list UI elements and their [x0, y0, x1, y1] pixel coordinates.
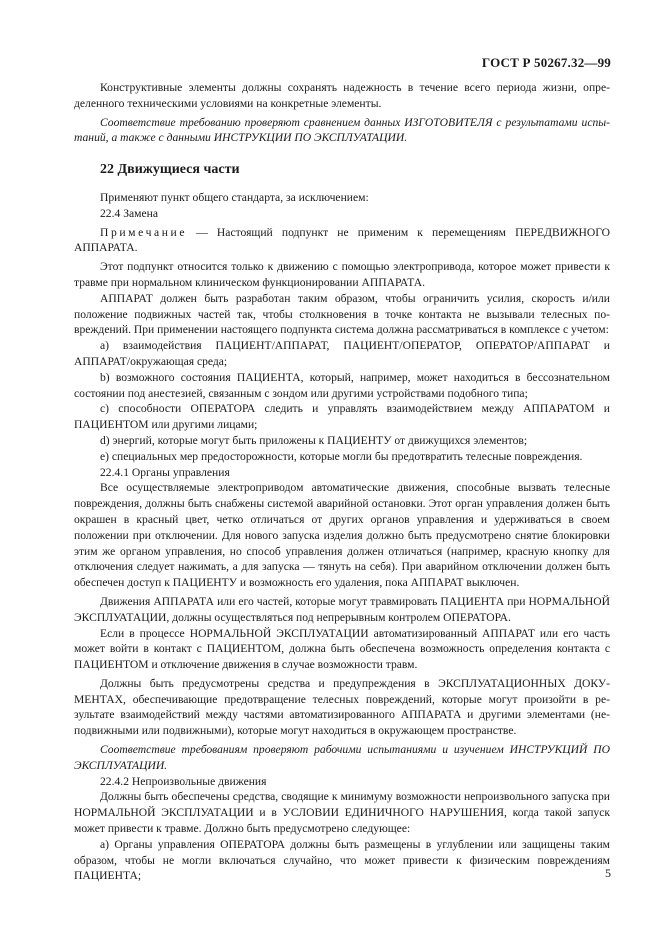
paragraph: Должны быть предусмотрены средства и предупреждения в ЭКСПЛУАТАЦИОННЫХ ДОКУМЕНТАХ, обеспечивающие предотвращение телесных повреждений, которые могут произойти в результате взаимодействий между частями автоматизированного АППАРАТА и другими элементами (неподвижными или подвижными), которые могут находиться в окружающем пространстве.	[74, 676, 610, 738]
subclause-title: 22.4.2 Непроизвольные движения	[100, 774, 267, 788]
standard-header: ГОСТ Р 50267.32—99	[481, 55, 611, 70]
list-item: d) энергий, которые могут быть приложены к ПАЦИЕНТУ от движущихся элементов;	[100, 433, 528, 447]
page-number: 5	[605, 866, 611, 880]
list-item: а) Органы управления ОПЕРАТОРА должны быть размещены в углублении или защищены таким образом, чтобы не могли включаться случайно, что может привести к физическим повреждениям ПАЦИЕНТА;	[74, 837, 610, 883]
paragraph: Этот подпункт относится только к движению с помощью электропривода, которое может привести к травме при нормальном клиническом функционировании АППАРАТА.	[74, 260, 610, 289]
section-heading: 22 Движущиеся части	[100, 162, 240, 178]
subclause-title: 22.4 Замена	[100, 206, 158, 220]
note	[74, 225, 610, 257]
paragraph: Должны быть обеспечены средства, сводящие к минимуму возможности непроизвольного запуска при НОРМАЛЬНОЙ ЭКСПЛУАТАЦИИ и в УСЛОВИИ ЕДИНИЧНОГО НАРУШЕНИЯ, когда такой запуск может привести к травме. Должно быть предусмотрено следующее:	[74, 790, 610, 836]
paragraph: Применяют пункт общего стандарта, за исключением:	[100, 190, 369, 204]
paragraph: Все осуществляемые электроприводом автоматические движения, способные вызвать телесные повреждения, должны быть снабжены системой аварийной остановки. Этот орган управления должен быть окрашен в красный цвет, четко отличаться от других органов управления и удерживаться в своем положении при отключении. Для нового запуска изделия должно быть предусмотрено снятие блокировки этим же органом управления, но способ управления должен отличаться (например, красную кнопку для отключения следует нажимать, а для запуска — тянуть на себя). При аварийном отключении должен быть обеспечен доступ к ПАЦИЕНТУ и возможность его удаления, пока АППАРАТ выключен.	[74, 481, 610, 590]
subclause-title: 22.4.1 Органы управления	[100, 465, 230, 479]
compliance-paragraph: Соответствие требованиям проверяют рабочими испытаниями и изучением ИНСТРУКЦИЙ ПО ЭКСПЛУАТАЦИИ.	[74, 743, 610, 772]
list-item: е) специальных мер предосторожности, которые могли бы предотвратить телесные повреждения.	[100, 449, 583, 463]
list-item: b) возможного состояния ПАЦИЕНТА, который, например, может находиться в бессознательном состоянии под анестезией, связанным с зондом или другими устройствами подобного типа;	[74, 370, 610, 400]
page-body	[74, 80, 610, 884]
note-label: Примечание	[100, 225, 188, 239]
paragraph: АППАРАТ должен быть разработан таким образом, чтобы ограничить усилия, скорость и/или положение подвижных частей так, чтобы столкновения в точке контакта не вызывали телесных повреждений. При применении настоящего подпункта система должна рассматриваться в комплексе с учетом:	[74, 291, 610, 337]
compliance-paragraph: Соответствие требованию проверяют сравнением данных ИЗГОТОВИТЕЛЯ с результатами испытаний, а также с данными ИНСТРУКЦИИ ПО ЭКСПЛУАТАЦИИ.	[74, 115, 610, 145]
paragraph: Движения АППАРАТА или его частей, которые могут травмировать ПАЦИЕНТА при НОРМАЛЬНОЙ ЭКСПЛУАТАЦИИ, должны осуществляться под непрерывным контролем ОПЕРАТОРА.	[74, 594, 610, 624]
note-text: — Настоящий подпункт не применим к перемещениям ПЕРЕДВИЖНОГО АППАРАТА.	[74, 225, 610, 255]
paragraph: Конструктивные элементы должны сохранять надежность в течение всего периода жизни, определенного техническими условиями на конкретные элементы.	[74, 81, 610, 110]
paragraph: Если в процессе НОРМАЛЬНОЙ ЭКСПЛУАТАЦИИ автоматизированный АППАРАТ или его часть может войти в контакт с ПАЦИЕНТОМ, должна быть обеспечена возможность определения контакта с ПАЦИЕНТОМ и отключение движения в случае возможности травм.	[74, 626, 610, 672]
list-item: а) взаимодействия ПАЦИЕНТ/АППАРАТ, ПАЦИЕНТ/ОПЕРАТОР, ОПЕРАТОР/АППАРАТ и АППАРАТ/окружающая среда;	[74, 339, 610, 368]
list-item: с) способности ОПЕРАТОРА следить и управлять взаимодействием между АППАРАТОМ и ПАЦИЕНТОМ или другими лицами;	[74, 402, 610, 432]
